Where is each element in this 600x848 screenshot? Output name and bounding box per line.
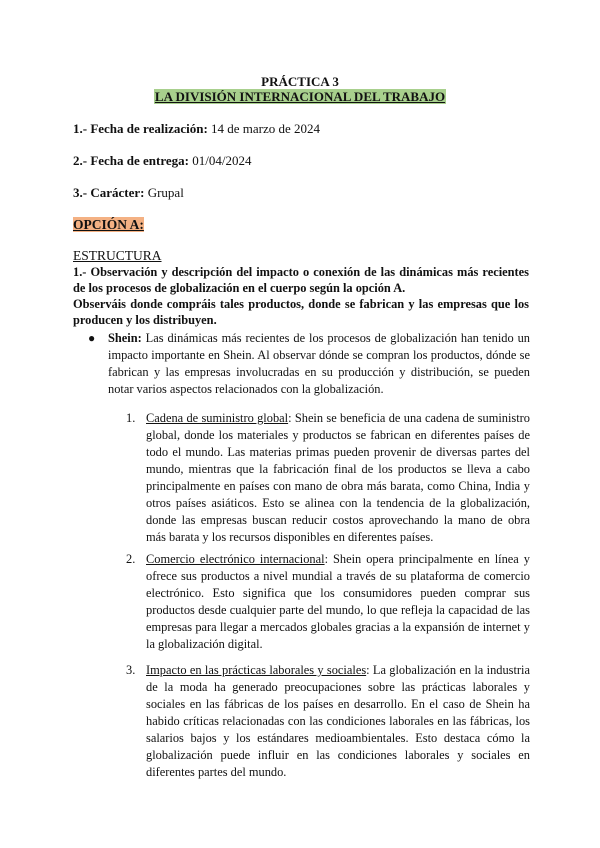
list-item-body: : Shein opera principalmente en línea y ofrece sus productos a nivel mundial a través de su plataforma de comercio electrónico. Esto significa que los consumidores pueden comprar sus productos desde cualquier parte del mundo, lo que refleja la capacidad de las empresas para llegar a mercados globales gracias a la expansión de internet y la globalización digital.: [146, 552, 530, 651]
field-caracter: [73, 185, 184, 201]
document-subtitle: [0, 89, 600, 105]
field-label: 1.- Fecha de realización:: [73, 121, 208, 136]
list-item-title: Impacto en las prácticas laborales y sociales: [146, 663, 367, 677]
subtitle-highlight: LA DIVISIÓN INTERNACIONAL DEL TRABAJO: [154, 89, 446, 104]
list-item: [126, 551, 530, 653]
list-item-title: Cadena de suministro global: [146, 411, 289, 425]
option-highlight: OPCIÓN A:: [73, 217, 144, 232]
list-item-title: Comercio electrónico internacional: [146, 552, 325, 566]
field-label: 3.- Carácter:: [73, 185, 145, 200]
field-value: 14 de marzo de 2024: [207, 121, 321, 136]
list-item-body: : Shein se beneficia de una cadena de suministro global, donde los materiales y productos se fabrican en diferentes países de todo el mundo. Las materias primas pueden provenir de diversas partes del mundo, mientras que la fabricación final de los productos se lleva a cabo principalmente en países con mano de obra más barata, como China, India y otros países asiáticos. Esto se alinea con la tendencia de la globalización, donde las empresas buscan reducir costos aprovechando la mano de obra más barata y los recursos disponibles en diferentes países.: [146, 411, 530, 544]
field-label: 2.- Fecha de entrega:: [73, 153, 190, 168]
bullet-label: Shein:: [108, 331, 142, 345]
list-item-text: [146, 551, 530, 653]
question-heading: 1.- Observación y descripción del impacto o conexión de las dinámicas más recientes de los procesos de globalización en el cuerpo según la opción A.: [73, 265, 529, 295]
field-value: 01/04/2024: [189, 153, 252, 168]
structure-heading: ESTRUCTURA: [73, 248, 162, 263]
list-item-text: [146, 662, 530, 781]
list-item-number: 1.: [126, 411, 136, 425]
bullet-dot-icon: ●: [88, 331, 96, 345]
practice-title: PRÁCTICA 3: [261, 74, 339, 89]
question-subheading: Observáis donde compráis tales productos, donde se fabrican y las empresas que los producen y los distribuyen.: [73, 297, 529, 327]
list-item: [126, 410, 530, 546]
field-fecha-entrega: [73, 153, 252, 169]
bullet-body: Las dinámicas más recientes de los procesos de globalización han tenido un impacto importante en Shein. Al observar dónde se compran los productos, dónde se fabrican y las empresas involucradas en su producción y distribución, se pueden notar varios aspectos relacionados con la globalización.: [108, 331, 530, 396]
bullet-shein: [88, 330, 530, 398]
list-item-text: [146, 410, 530, 546]
list-item-number: 2.: [126, 552, 136, 566]
bullet-text: [108, 330, 530, 398]
field-fecha-realizacion: [73, 121, 320, 137]
field-value: Grupal: [144, 185, 184, 200]
list-item-number: 3.: [126, 663, 136, 677]
list-item-body: : La globalización en la industria de la moda ha generado preocupaciones sobre las prácticas laborales y sociales en las fábricas de los países en desarrollo. En el caso de Shein ha habido críticas relacionadas con las condiciones laborales en las fábricas, los salarios bajos y los estándares medioambientales. Esto destaca cómo la globalización puede influir en las condiciones laborales y sociales en diferentes partes del mundo.: [146, 663, 530, 779]
option-heading: [73, 217, 144, 233]
list-item: [126, 662, 530, 781]
